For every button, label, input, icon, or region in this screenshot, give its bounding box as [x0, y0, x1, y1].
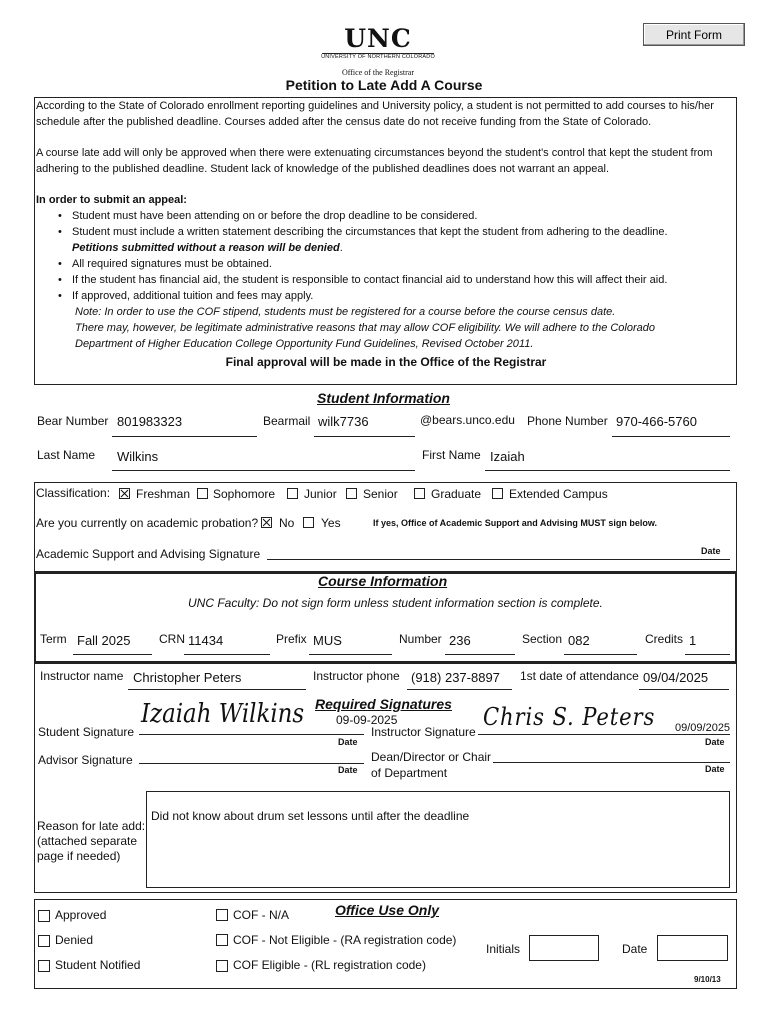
term-label: Term [40, 632, 67, 646]
attendance-label: 1st date of attendance [520, 669, 639, 683]
cof-eligible-label: COF Eligible - (RL registration code) [233, 958, 426, 972]
advisor-signature-label: Advisor Signature [38, 753, 133, 767]
prefix-label: Prefix [276, 632, 307, 646]
extended-campus-checkbox[interactable] [492, 488, 503, 499]
requirement-4: • If the student has financial aid, the student is responsible to contact financial aid to understand how this will affect their aid. [72, 272, 736, 288]
office-of-registrar: Office of the Registrar [341, 68, 415, 77]
student-signature-label: Student Signature [38, 725, 135, 739]
cof-eligible-checkbox[interactable] [216, 960, 228, 972]
denied-checkbox[interactable] [38, 935, 50, 947]
crn-field[interactable]: 11434 [188, 633, 224, 648]
advising-signature-line[interactable] [267, 559, 730, 560]
probation-yes-label: Yes [321, 516, 341, 530]
probation-no-checkbox[interactable] [261, 517, 272, 528]
last-name-label: Last Name [37, 448, 96, 462]
student-signature-date[interactable]: 09-09-2025 [336, 713, 398, 727]
crn-label: CRN [159, 632, 185, 646]
denied-label: Denied [55, 933, 94, 947]
instructor-name-field[interactable]: Christopher Peters [133, 670, 242, 685]
requirement-1: • Student must have been attending on or before the drop deadline to be considered. [72, 208, 736, 224]
dean-date-label: Date [705, 764, 725, 774]
junior-label: Junior [304, 487, 337, 501]
dean-label-2: of Department [371, 766, 448, 780]
instructor-signature-date[interactable]: 09/09/2025 [675, 722, 731, 734]
advisor-date-label: Date [338, 765, 358, 775]
instructor-date-label: Date [705, 737, 725, 747]
reason-textarea[interactable] [146, 791, 730, 888]
credits-label: Credits [645, 632, 684, 646]
student-notified-label: Student Notified [55, 958, 141, 972]
classification-label: Classification: [36, 486, 111, 500]
print-form-button[interactable]: Print Form [643, 23, 745, 46]
student-date-label: Date [338, 737, 358, 747]
dean-signature-line[interactable] [493, 762, 730, 763]
last-name-field[interactable]: Wilkins [117, 449, 159, 464]
revision-date: 9/10/13 [694, 975, 721, 984]
sophomore-checkbox[interactable] [197, 488, 208, 499]
intro-text [36, 98, 736, 370]
term-field[interactable]: Fall 2025 [77, 633, 131, 648]
phone-field[interactable]: 970-466-5760 [616, 414, 697, 429]
senior-checkbox[interactable] [346, 488, 357, 499]
bear-number-field[interactable]: 801983323 [117, 414, 183, 429]
advising-date-label: Date [701, 546, 721, 556]
advisor-signature-line[interactable] [139, 763, 364, 764]
junior-checkbox[interactable] [287, 488, 298, 499]
appeal-heading: In order to submit an appeal: [36, 194, 187, 206]
student-notified-checkbox[interactable] [38, 960, 50, 972]
logo-subtitle: UNIVERSITY OF NORTHERN COLORADO [321, 54, 435, 60]
reason-text: Did not know about drum set lessons until after the deadline [151, 809, 470, 823]
instructor-phone-field[interactable]: (918) 237-8897 [411, 670, 500, 685]
office-date-label: Date [622, 942, 648, 956]
bearmail-field[interactable]: wilk7736 [318, 414, 369, 429]
final-approval: Final approval will be made in the Office of the Registrar [225, 355, 547, 369]
section-field[interactable]: 082 [568, 633, 590, 648]
office-date-field[interactable] [657, 935, 728, 961]
initials-label: Initials [486, 942, 521, 956]
form-title: Petition to Late Add A Course [285, 77, 483, 93]
credits-field[interactable]: 1 [689, 633, 697, 648]
bearmail-domain: @bears.unco.edu [420, 413, 515, 427]
number-label: Number [399, 632, 442, 646]
prefix-field[interactable]: MUS [313, 633, 342, 648]
first-name-field[interactable]: Izaiah [490, 449, 525, 464]
section-label: Section [522, 632, 563, 646]
reason-label-1: Reason for late add: [37, 819, 146, 833]
cof-not-eligible-checkbox[interactable] [216, 934, 228, 946]
sophomore-label: Sophomore [213, 487, 276, 501]
reason-label-3: page if needed) [37, 849, 121, 863]
approved-label: Approved [55, 908, 107, 922]
instructor-phone-label: Instructor phone [313, 669, 400, 683]
instructor-signature-label: Instructor Signature [371, 725, 476, 739]
intro-paragraph-2: A course late add will only be approved when there were extenuating circumstances beyond the student's control that kept the student from adhering to the published deadline. Student lack of knowledge of the published deadlines does not warrant an appeal. [36, 147, 713, 175]
graduate-checkbox[interactable] [414, 488, 425, 499]
appeal-requirements [36, 208, 736, 304]
extended-campus-label: Extended Campus [509, 487, 608, 501]
student-signature[interactable]: Izaiah Wilkins [141, 699, 305, 729]
cof-note-3: Department of Higher Education College Opportunity Fund Guidelines, Revised October 2011. [75, 338, 534, 350]
requirement-5: • If approved, additional tuition and fees may apply. [72, 288, 736, 304]
senior-label: Senior [363, 487, 398, 501]
approved-checkbox[interactable] [38, 910, 50, 922]
initials-field[interactable] [529, 935, 599, 961]
advising-signature-label: Academic Support and Advising Signature [36, 547, 261, 561]
requirement-3: • All required signatures must be obtained. [72, 256, 736, 272]
probation-no-label: No [279, 516, 295, 530]
faculty-note: UNC Faculty: Do not sign form unless student information section is complete. [188, 596, 603, 610]
intro-paragraph-1: According to the State of Colorado enrollment reporting guidelines and University policy, a student is not permitted to add courses to his/her schedule after the published deadline. Courses added after the census date do not receive funding from the State of Colorado. [36, 100, 714, 128]
cof-note-1: Note: In order to use the COF stipend, students must be registered for a course before the course census date. [75, 306, 616, 318]
probation-note: If yes, Office of Academic Support and Advising MUST sign below. [373, 518, 658, 528]
graduate-label: Graduate [431, 487, 482, 501]
requirement-2: • Student must include a written statement describing the circumstances that kept the student from adhering to the deadline. Petitions submitted without a reason will be denied. [72, 224, 736, 256]
student-info-title: Student Information [317, 390, 450, 406]
instructor-signature[interactable]: Chris S. Peters [483, 703, 656, 731]
bearmail-label: Bearmail [263, 414, 311, 428]
freshman-checkbox[interactable] [119, 488, 130, 499]
office-use-title: Office Use Only [335, 902, 440, 918]
bear-number-label: Bear Number [37, 414, 109, 428]
instructor-name-label: Instructor name [40, 669, 124, 683]
dean-label-1: Dean/Director or Chair [371, 750, 492, 764]
probation-yes-checkbox[interactable] [303, 517, 314, 528]
probation-label: Are you currently on academic probation? [36, 516, 259, 530]
reason-label-2: (attached separate [37, 834, 138, 848]
cof-na-label: COF - N/A [233, 908, 289, 922]
attendance-field[interactable]: 09/04/2025 [643, 670, 709, 685]
required-signatures-title: Required Signatures [315, 696, 452, 712]
cof-not-eligible-label: COF - Not Eligible - (RA registration code) [233, 933, 457, 947]
unc-logo [318, 26, 438, 61]
first-name-label: First Name [422, 448, 481, 462]
logo-text: UNC [344, 24, 412, 53]
number-field[interactable]: 236 [449, 633, 471, 648]
phone-label: Phone Number [527, 414, 608, 428]
cof-note-2: There may, however, be legitimate administrative reasons that may allow COF eligibility. We will adhere to the Colorado [75, 322, 656, 334]
freshman-label: Freshman [136, 487, 191, 501]
course-info-title: Course Information [318, 573, 448, 589]
cof-na-checkbox[interactable] [216, 909, 228, 921]
